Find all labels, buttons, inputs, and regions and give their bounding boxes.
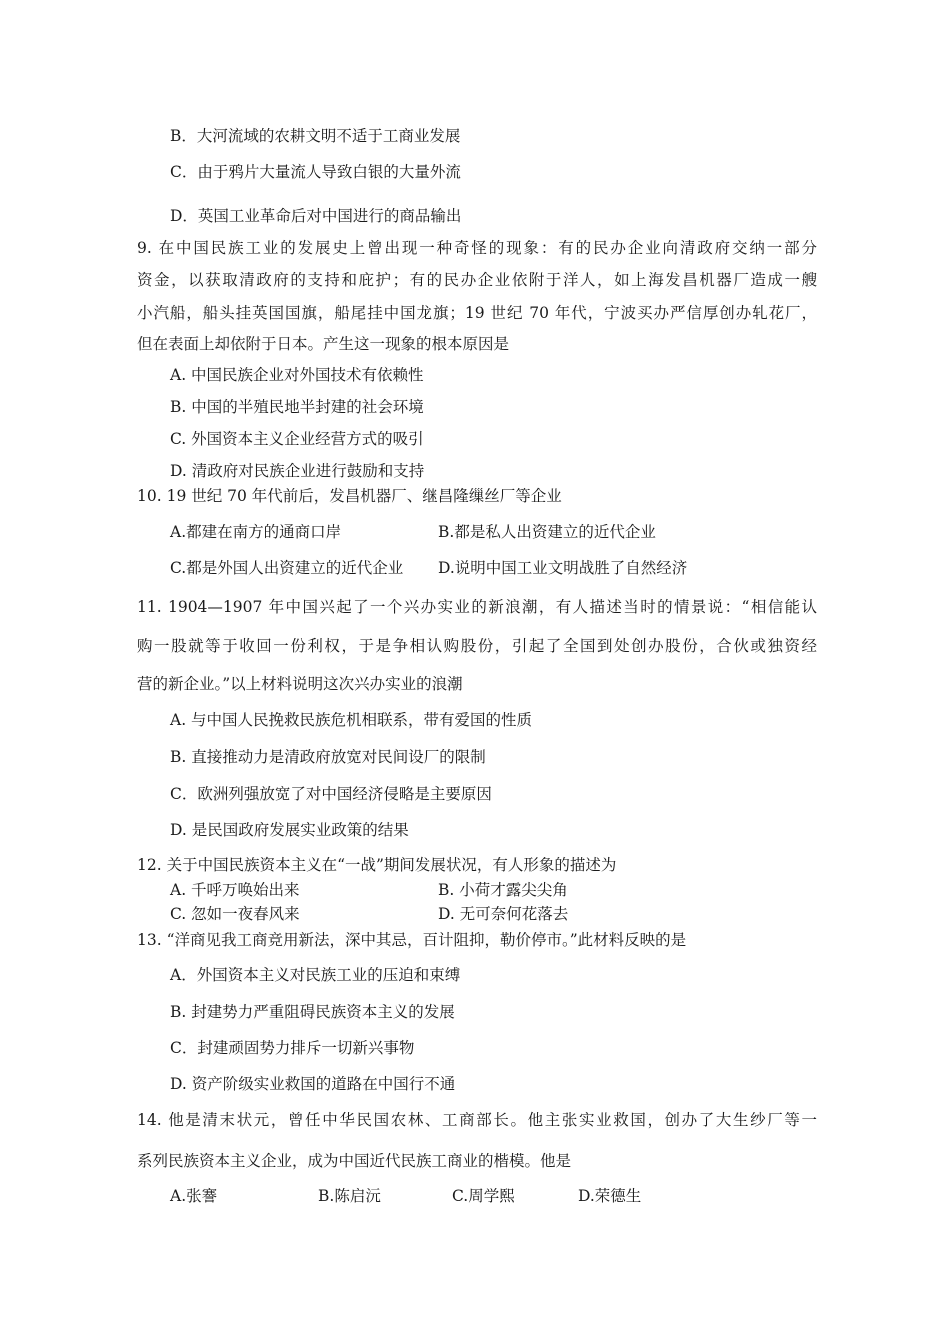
q13-stem: 13. “洋商见我工商竞用新法，深中其忌，百计阻抑，勒价停市。”此材料反映的是 [137, 931, 687, 949]
q14-option-c: C.周学熙 [452, 1187, 515, 1205]
q14-option-a: A.张謇 [170, 1187, 218, 1205]
q8-option-d: D．英国工业革命后对中国进行的商品输出 [170, 207, 462, 225]
q9-option-b: B. 中国的半殖民地半封建的社会环境 [170, 398, 424, 416]
q12-option-c: C. 忽如一夜春风来 [170, 905, 300, 923]
q9-stem-line-2: 资金，以获取清政府的支持和庇护；有的民办企业依附于洋人，如上海发昌机器厂造成一艘 [137, 271, 817, 289]
q14-stem-line-1: 14. 他是清末状元，曾任中华民国农林、工商部长。他主张实业救国，创办了大生纱厂等一 [137, 1111, 817, 1129]
q10-option-d: D.说明中国工业文明战胜了自然经济 [438, 559, 688, 577]
q9-stem-line-3: 小汽船，船头挂英国国旗，船尾挂中国龙旗；19 世纪 70 年代，宁波买办严信厚创办轧花厂， [137, 304, 817, 322]
q12-stem: 12. 关于中国民族资本主义在“一战”期间发展状况，有人形象的描述为 [137, 856, 617, 874]
q11-stem-line-2: 购一股就等于收回一份利权，于是争相认购股份，引起了全国到处创办股份，合伙或独资经 [137, 637, 817, 655]
q10-option-b: B.都是私人出资建立的近代企业 [438, 523, 656, 541]
q14-option-d: D.荣德生 [578, 1187, 642, 1205]
q11-option-d: D. 是民国政府发展实业政策的结果 [170, 821, 409, 839]
q10-option-c: C.都是外国人出资建立的近代企业 [170, 559, 404, 577]
q12-option-b: B. 小荷才露尖尖角 [438, 881, 568, 899]
q11-stem-line-1: 11. 1904—1907 年中国兴起了一个兴办实业的新浪潮，有人描述当时的情景说：“相信能认 [137, 598, 817, 616]
q11-option-a: A. 与中国人民挽救民族危机相联系，带有爱国的性质 [170, 711, 533, 729]
q12-option-a: A. 千呼万唤始出来 [170, 881, 300, 899]
q8-option-c: C．由于鸦片大量流人导致白银的大量外流 [170, 163, 461, 181]
q10-stem: 10. 19 世纪 70 年代前后，发昌机器厂、继昌隆缫丝厂等企业 [137, 487, 562, 505]
q10-option-a: A.都建在南方的通商口岸 [170, 523, 342, 541]
q13-option-a: A．外国资本主义对民族工业的压迫和束缚 [170, 966, 461, 984]
q11-stem-line-3: 营的新企业。”以上材料说明这次兴办实业的浪潮 [137, 675, 463, 693]
q13-option-b: B. 封建势力严重阻碍民族资本主义的发展 [170, 1003, 455, 1021]
q8-option-b: B．大河流域的农耕文明不适于工商业发展 [170, 127, 461, 145]
q12-option-d: D. 无可奈何花落去 [438, 905, 569, 923]
q14-stem-line-2: 系列民族资本主义企业，成为中国近代民族工商业的楷模。他是 [137, 1152, 572, 1170]
q11-option-b: B. 直接推动力是清政府放宽对民间设厂的限制 [170, 748, 486, 766]
q9-option-c: C. 外国资本主义企业经营方式的吸引 [170, 430, 424, 448]
q9-stem-line-4: 但在表面上却依附于日本。产生这一现象的根本原因是 [137, 335, 510, 353]
q13-option-d: D. 资产阶级实业救国的道路在中国行不通 [170, 1075, 456, 1093]
q9-stem-line-1: 9. 在中国民族工业的发展史上曾出现一种奇怪的现象：有的民办企业向清政府交纳一部分 [137, 239, 817, 257]
q9-option-d: D. 清政府对民族企业进行鼓励和支持 [170, 462, 425, 480]
q14-option-b: B.陈启沅 [318, 1187, 381, 1205]
q9-option-a: A. 中国民族企业对外国技术有依赖性 [170, 366, 424, 384]
q11-option-c: C．欧洲列强放宽了对中国经济侵略是主要原因 [170, 785, 492, 803]
q13-option-c: C．封建顽固势力排斥一切新兴事物 [170, 1039, 415, 1057]
